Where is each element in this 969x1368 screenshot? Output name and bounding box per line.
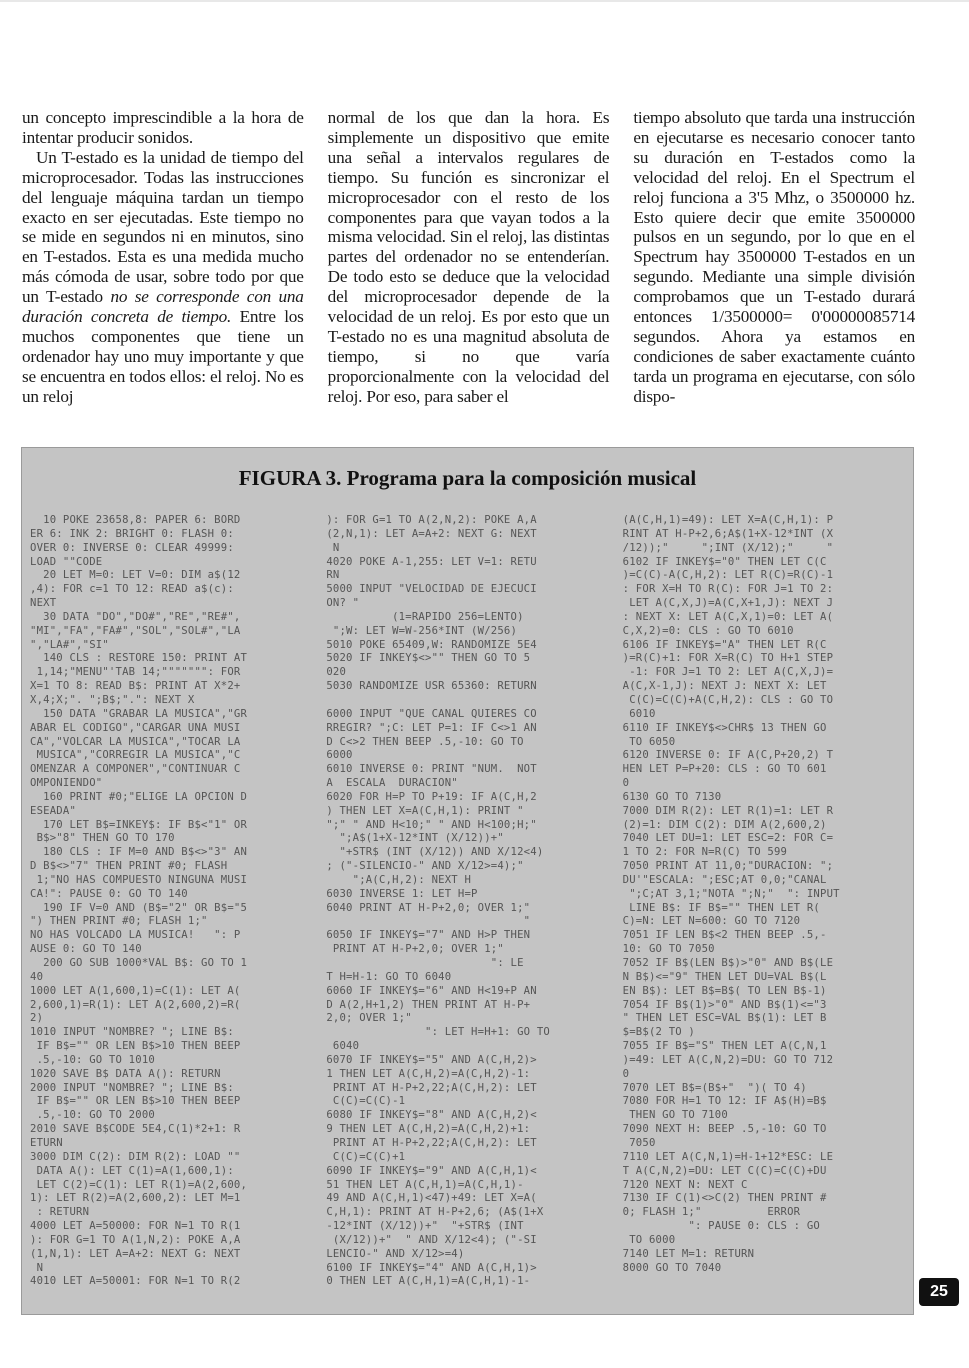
code-line: 10: GO TO 7050	[622, 943, 715, 956]
code-line: -1: FOR J=1 TO 2: LET A(C,X,J)=	[622, 666, 834, 679]
code-line: 40	[30, 970, 44, 983]
code-line: LET A(C,X,J)=A(C,X+1,J): NEXT J	[622, 597, 834, 610]
code-line: 1;"NO HAS COMPUESTO NINGUNA MUSI	[30, 873, 248, 886]
listing-column-3	[623, 514, 905, 1304]
code-line: RN	[326, 569, 340, 582]
code-line: 7120 NEXT N: NEXT C	[622, 1178, 748, 1191]
code-line: 2,600,1)=R(1): LET A(2,600,2)=R(	[30, 998, 241, 1011]
code-line: (1=RAPIDO 256=LENTO)	[326, 610, 524, 623]
code-line: AUSE 0: GO TO 140	[30, 943, 142, 956]
code-line: 4000 LET A=50000: FOR N=1 TO R(1	[30, 1220, 241, 1233]
code-line: 6010	[622, 707, 656, 720]
code-line: $=B$(2 TO )	[622, 1026, 696, 1039]
code-line: : RETURN	[30, 1206, 90, 1219]
code-line: ER 6: INK 2: BRIGHT 0: FLASH 0:	[30, 527, 234, 540]
code-line: 0 THEN LET A(C,H,1)=A(C,H,1)-1-	[326, 1275, 531, 1288]
code-line: 7110 LET A(C,N,1)=H-1+12*ESC: LE	[622, 1150, 834, 1163]
text-column-1	[22, 108, 304, 428]
code-line: 170 LET B$=INKEY$: IF B$<"1" OR	[30, 818, 248, 831]
code-line: 6010 INVERSE 0: PRINT "NUM. NOT	[326, 763, 537, 776]
code-line: ): FOR G=1 TO A(1,N,2): POKE A,A	[30, 1233, 241, 1246]
code-line: DU'"ESCALA: ";ESC;AT 0,0;"CANAL	[622, 873, 827, 886]
code-line: ","LA#","SI"	[30, 638, 109, 651]
paragraph: tiempo absoluto que tarda una instrucción en ejecutarse es necesario conocer tanto su duración en T-estados como la velocidad del reloj. En el Spectrum el reloj funciona a 3'5 Mhz, o 3500000 hz. Esto quiere decir que emite 3500000 pulsos en un segundo, por lo que en el Spectrum hay 3500000 T-estados en un segundo. Mediante una simple división comprobamos que un T-estado durará entonces 1/3500000= 0'00000085714 segundos. Ahora ya estamos en condiciones de saber exactamente cuánto tarda un programa en ejecutarse, con sólo dispo-	[633, 108, 916, 406]
basic-listing	[30, 514, 905, 1304]
code-line: TO 6000	[622, 1233, 676, 1246]
code-line: " THEN LET ESC=VAL B$(1): LET B	[622, 1012, 827, 1025]
code-line: 2,0; OVER 1;"	[326, 1012, 412, 1025]
code-line: ": LE	[326, 957, 524, 969]
code-line: NO HAS VOLCADO LA MUSICA! ": P	[30, 929, 241, 942]
code-line: X=1 TO 8: READ B$: PRINT AT X*2+	[30, 680, 241, 693]
code-line: ";A$(1+X-12*INT (X/12))+"	[326, 832, 504, 845]
code-line: 6060 IF INKEY$="6" AND H<19+P AN	[326, 984, 537, 997]
code-line: 2010 SAVE B$CODE 5E4,C(1)*2+1: R	[30, 1123, 241, 1136]
code-line: THEN GO TO 7100	[622, 1109, 728, 1122]
code-line: B$>"8" THEN GO TO 170	[30, 832, 175, 845]
code-line: ABAR EL CODIGO","CARGAR UNA MUSI	[30, 721, 241, 734]
code-line: ON? "	[326, 597, 360, 610]
code-line: MUSICA","CORREGIR LA MUSICA","C	[30, 749, 241, 762]
code-line: 0	[622, 777, 630, 790]
paragraph-text: Un T-estado es la unidad de tiempo del microprocesador. Todas las instrucciones del lenguaje máquina tardan un tiempo exacto en ser ejecutadas. Este tiempo no se mide en segundos ni en minutos, sino en T-estados. Esta es una medida mucho más cómoda de usar, sobre todo por que un T-estado	[22, 147, 304, 307]
code-line: 4010 LET A=50001: FOR N=1 TO R(2	[30, 1275, 241, 1288]
code-line: 6030 INVERSE 1: LET H=P	[326, 887, 478, 900]
code-line: 1010 INPUT "NOMBRE? "; LINE B$:	[30, 1026, 234, 1039]
listing-column-2	[326, 514, 608, 1304]
paragraph: un concepto imprescindible a la hora de intentar producir sonidos.	[22, 108, 304, 147]
code-line: (X/12))+" " AND X/12<4); ("-SI	[326, 1233, 537, 1246]
paragraph: normal de los que dan la hora. Es simplemente un dispositivo que emite una señal a intervalos regulares de tiempo. Su función es sincronizar el microprocesador con el resto de los componentes para que vayan todos a la misma velocidad. Sin el reloj, las distintas partes del ordenador no se entenderían. De todo esto se deduce que la velocidad del microprocesador depende de la velocidad de un reloj. Es por esto que un T-estado no es una magnitud absoluta de tiempo, si no que varía proporcionalmente con la velocidad del reloj. Por eso, para saber el	[327, 108, 610, 406]
code-line: DATA A(): LET C(1)=A(1,600,1):	[30, 1164, 234, 1177]
paragraph-text: Entre los muchos componentes que tiene un ordenador hay uno muy importante y que se encuentra en todos ellos: el reloj. No es un reloj	[22, 307, 304, 406]
code-line: 140 CLS : RESTORE 150: PRINT AT	[30, 652, 248, 665]
code-line: 6090 IF INKEY$="9" AND A(C,H,1)<	[326, 1164, 537, 1177]
code-line: 30 DATA "DO","DO#","RE","RE#",	[30, 610, 241, 623]
code-line: ESEADA"	[30, 804, 77, 817]
code-line: 1000 LET A(1,600,1)=C(1): LET A(	[30, 984, 241, 997]
code-line: 6020 FOR H=P TO P+19: IF A(C,H,2	[326, 790, 537, 803]
code-line	[326, 694, 608, 708]
code-line: : FOR X=H TO R(C): FOR J=1 TO 2:	[622, 583, 834, 596]
code-line: 9 THEN LET A(C,H,2)=A(C,H,2)+1:	[326, 1123, 531, 1136]
code-line: ") THEN PRINT #0; FLASH 1;"	[30, 915, 208, 928]
code-line: 7070 LET B$=(B$+" ")( TO 4)	[622, 1081, 807, 1094]
code-line: ";" " AND H<10;" " AND H<100;H;"	[326, 818, 537, 831]
code-line: A ESCALA DURACION"	[326, 777, 458, 790]
code-line: PRINT AT H-P+2,0; OVER 1;"	[326, 943, 504, 956]
code-line: (2,N,1): LET A=A+2: NEXT G: NEXT	[326, 527, 537, 540]
code-line: 1): LET R(2)=A(2,600,2): LET M=1	[30, 1192, 241, 1205]
program-figure	[21, 447, 914, 1315]
code-line: (2)=1: DIM C(2): DIM A(2,600,2)	[622, 818, 827, 831]
code-line: 7054 IF B$(1)>"0" AND B$(1)<="3	[622, 998, 827, 1011]
code-line: OVER 0: INVERSE 0: CLEAR 49999:	[30, 541, 234, 554]
code-line: 5020 IF INKEY$<>"" THEN GO TO 5	[326, 652, 531, 665]
code-line: 49 AND A(C,H,1)<47)+49: LET X=A(	[326, 1192, 537, 1205]
listing-column-1	[30, 514, 312, 1304]
code-line: )=49: LET A(C,N,2)=DU: GO TO 712	[622, 1053, 834, 1066]
code-line: 6106 IF INKEY$="A" THEN LET R(C	[622, 638, 827, 651]
code-line: 6050 IF INKEY$="7" AND H>P THEN	[326, 929, 531, 942]
code-line: 7080 FOR H=1 TO 12: IF A$(H)=B$	[622, 1095, 827, 1108]
code-line: 0; FLASH 1;" ERROR	[622, 1206, 801, 1219]
code-line: C(C)=C(C)+1	[326, 1150, 406, 1163]
code-line: HEN LET P=P+20: CLS : GO TO 601	[622, 763, 827, 776]
italic-text: no se corresponde con una duración concreta de tiempo.	[22, 287, 304, 327]
code-line: ; ("-SILENCIO-" AND X/12>=4);"	[326, 860, 524, 873]
code-line: 7090 NEXT H: BEEP .5,-10: GO TO	[622, 1123, 827, 1136]
code-line: T H=H-1: GO TO 6040	[326, 970, 452, 983]
code-line: ): FOR G=1 TO A(2,N,2): POKE A,A	[326, 514, 537, 526]
code-line: CA!": PAUSE 0: GO TO 140	[30, 887, 188, 900]
code-line: .5,-10: GO TO 2000	[30, 1109, 155, 1122]
code-line: 6040	[326, 1040, 360, 1053]
code-line: C)=N: LET N=600: GO TO 7120	[622, 915, 801, 928]
code-line: 5010 POKE 65409,W: RANDOMIZE 5E4	[326, 638, 537, 651]
code-line: 6130 GO TO 7130	[622, 790, 722, 803]
code-line: 1,14;"MENU"'TAB 14;""""""": FOR	[30, 666, 241, 679]
code-line: 51 THEN LET A(C,H,1)=A(C,H,1)-	[326, 1178, 524, 1191]
code-line: RREGIR? ";C: LET P=1: IF C<>1 AN	[326, 721, 537, 734]
code-line: 6080 IF INKEY$="8" AND A(C,H,2)<	[326, 1109, 537, 1122]
code-line: (A(C,H,1)=49): LET X=A(C,H,1): P	[622, 514, 834, 526]
code-line: 1020 SAVE B$ DATA A(): RETURN	[30, 1067, 221, 1080]
code-line: CA","VOLCAR LA MUSICA","TOCAR LA	[30, 735, 241, 748]
code-line: 7050	[622, 1136, 656, 1149]
code-line: ETURN	[30, 1136, 63, 1149]
code-line: X,4;X;". ";B$;".": NEXT X	[30, 693, 195, 706]
code-line: T A(C,N,2)=DU: LET C(C)=C(C)+DU	[622, 1164, 827, 1177]
code-line: 7050 PRINT AT 11,0;"DURACION: ";	[622, 860, 834, 873]
code-line: 20 LET M=0: LET V=0: DIM a$(12	[30, 569, 241, 582]
code-line: EN B$): LET B$=B$( TO LEN B$-1)	[622, 984, 827, 997]
code-line: -12*INT (X/12))+" "+STR$ (INT	[326, 1220, 524, 1233]
code-line: D B$<>"7" THEN PRINT #0; FLASH	[30, 860, 228, 873]
code-line: "MI","FA","FA#","SOL","SOL#","LA	[30, 624, 241, 637]
code-line: 7140 LET M=1: RETURN	[622, 1247, 755, 1260]
code-line: C(C)=C(C)-1	[326, 1095, 406, 1108]
code-line: (1,N,1): LET A=A+2: NEXT G: NEXT	[30, 1247, 241, 1260]
text-column-3	[633, 108, 915, 428]
code-line: 2000 INPUT "NOMBRE? "; LINE B$:	[30, 1081, 234, 1094]
code-line: 2)	[30, 1012, 44, 1025]
code-line: IF B$="" OR LEN B$>10 THEN BEEP	[30, 1095, 241, 1108]
code-line: 5000 INPUT "VELOCIDAD DE EJECUCI	[326, 583, 537, 596]
code-line: N B$)<="9" THEN LET DU=VAL B$(L	[622, 970, 827, 983]
code-line: )=R(C)+1: FOR X=R(C) TO H+1 STEP	[622, 652, 834, 665]
code-line: 1 THEN LET A(C,H,2)=A(C,H,2)-1:	[326, 1067, 531, 1080]
code-line: 4020 POKE A-1,255: LET V=1: RETU	[326, 555, 537, 568]
code-line: D C<>2 THEN BEEP .5,-10: GO TO	[326, 735, 524, 748]
code-line: ": PAUSE 0: CLS : GO	[622, 1220, 820, 1233]
code-line: OMPONIENDO"	[30, 777, 103, 790]
code-line: IF B$="" OR LEN B$>10 THEN BEEP	[30, 1040, 241, 1053]
code-line: 0	[622, 1067, 630, 1080]
code-line: 160 PRINT #0;"ELIGE LA OPCION D	[30, 790, 248, 803]
code-line: 6100 IF INKEY$="4" AND A(C,H,1)>	[326, 1261, 537, 1274]
code-line: 180 CLS : IF M=0 AND B$<>"3" AN	[30, 846, 248, 859]
code-line: 3000 DIM C(2): DIM R(2): LOAD ""	[30, 1150, 241, 1163]
code-line: )=C(C)-A(C,H,2): LET R(C)=R(C)-1	[622, 569, 834, 582]
code-line: ";C;AT 3,1;"NOTA ";N;" ": INPUT	[622, 887, 840, 900]
code-line: ";A(C,H,2): NEXT H	[326, 873, 472, 886]
code-line: 7051 IF LEN B$<2 THEN BEEP .5,-	[622, 929, 827, 942]
code-line: C,X,2)=0: CLS : GO TO 6010	[622, 624, 794, 637]
code-line: 6120 INVERSE 0: IF A(C,P+20,2) T	[622, 749, 834, 762]
code-line: ";W: LET W=W-256*INT (W/256)	[326, 624, 518, 637]
code-line: 6102 IF INKEY$="0" THEN LET C(C	[622, 555, 827, 568]
code-line: 7000 DIM R(2): LET R(1)=1: LET R	[622, 804, 834, 817]
code-line: OMENZAR A COMPONER","CONTINUAR C	[30, 763, 241, 776]
code-line: 190 IF V=0 AND (B$="2" OR B$="5	[30, 901, 248, 914]
code-line: "+STR$ (INT (X/12)) AND X/12<4)	[326, 846, 544, 859]
code-line: 7040 LET DU=1: LET ESC=2: FOR C=	[622, 832, 834, 845]
code-line: LET C(2)=C(1): LET R(1)=A(2,600,	[30, 1178, 248, 1191]
code-line: ) THEN LET X=A(C,H,1): PRINT "	[326, 804, 524, 817]
code-line: LINE B$: IF B$="" THEN LET R(	[622, 901, 820, 914]
code-line: 020	[326, 666, 347, 679]
code-line: NEXT	[30, 597, 57, 610]
top-rule	[0, 0, 969, 2]
article-body	[22, 108, 915, 428]
text-column-2	[328, 108, 610, 428]
code-line: TO 6050	[622, 735, 676, 748]
figure-title: FIGURA 3. Programa para la composición musical	[238, 466, 697, 490]
code-line: 5030 RANDOMIZE USR 65360: RETURN	[326, 680, 537, 693]
code-line: 150 DATA "GRABAR LA MUSICA","GR	[30, 707, 248, 720]
code-line: 6000	[326, 749, 353, 762]
code-line: PRINT AT H-P+2,22;A(C,H,2): LET	[326, 1136, 537, 1149]
code-line: 200 GO SUB 1000*VAL B$: GO TO 1	[30, 957, 248, 969]
code-line: 8000 GO TO 7040	[622, 1261, 722, 1274]
code-line: 7052 IF B$(LEN B$)>"0" AND B$(LE	[622, 957, 834, 969]
code-line: LOAD ""CODE	[30, 555, 103, 568]
page-number: 25	[919, 1278, 959, 1306]
code-line: 10 POKE 23658,8: PAPER 6: BORD	[30, 514, 241, 526]
code-line: 6070 IF INKEY$="5" AND A(C,H,2)>	[326, 1053, 537, 1066]
code-line: PRINT AT H-P+2,22;A(C,H,2): LET	[326, 1081, 537, 1094]
code-line: RINT AT H-P+2,6;A$(1+X-12*INT (X	[622, 527, 834, 540]
code-line: ": LET H=H+1: GO TO	[326, 1026, 550, 1039]
code-line: "	[326, 915, 531, 928]
code-line: 6110 IF INKEY$<>CHR$ 13 THEN GO	[622, 721, 827, 734]
code-line: 6000 INPUT "QUE CANAL QUIERES CO	[326, 707, 537, 720]
code-line: LENCIO-" AND X/12>=4)	[326, 1247, 465, 1260]
code-line: D A(2,H+1,2) THEN PRINT AT H-P+	[326, 998, 531, 1011]
code-line: N	[30, 1261, 44, 1274]
paragraph	[22, 148, 304, 407]
code-line: N	[326, 541, 340, 554]
code-line: 7130 IF C(1)<>C(2) THEN PRINT #	[622, 1192, 827, 1205]
code-line: 1 TO 2: FOR N=R(C) TO 599	[622, 846, 788, 859]
code-line: /12));" ";INT (X/12);" "	[622, 541, 834, 554]
code-line: C,H,1): PRINT AT H-P+2,6; (A$(1+X	[326, 1206, 544, 1219]
code-line: 6040 PRINT AT H-P+2,0; OVER 1;"	[326, 901, 531, 914]
code-line: C(C)=C(C)+A(C,H,2): CLS : GO TO	[622, 693, 834, 706]
code-line: ,4): FOR c=1 TO 12: READ a$(c):	[30, 583, 234, 596]
code-line: : NEXT X: LET A(C,X,1)=0: LET A(	[622, 610, 834, 623]
code-line: 7055 IF B$="S" THEN LET A(C,N,1	[622, 1040, 827, 1053]
code-line: .5,-10: GO TO 1010	[30, 1053, 155, 1066]
code-line: A(C,X-1,J): NEXT J: NEXT X: LET	[622, 680, 827, 693]
